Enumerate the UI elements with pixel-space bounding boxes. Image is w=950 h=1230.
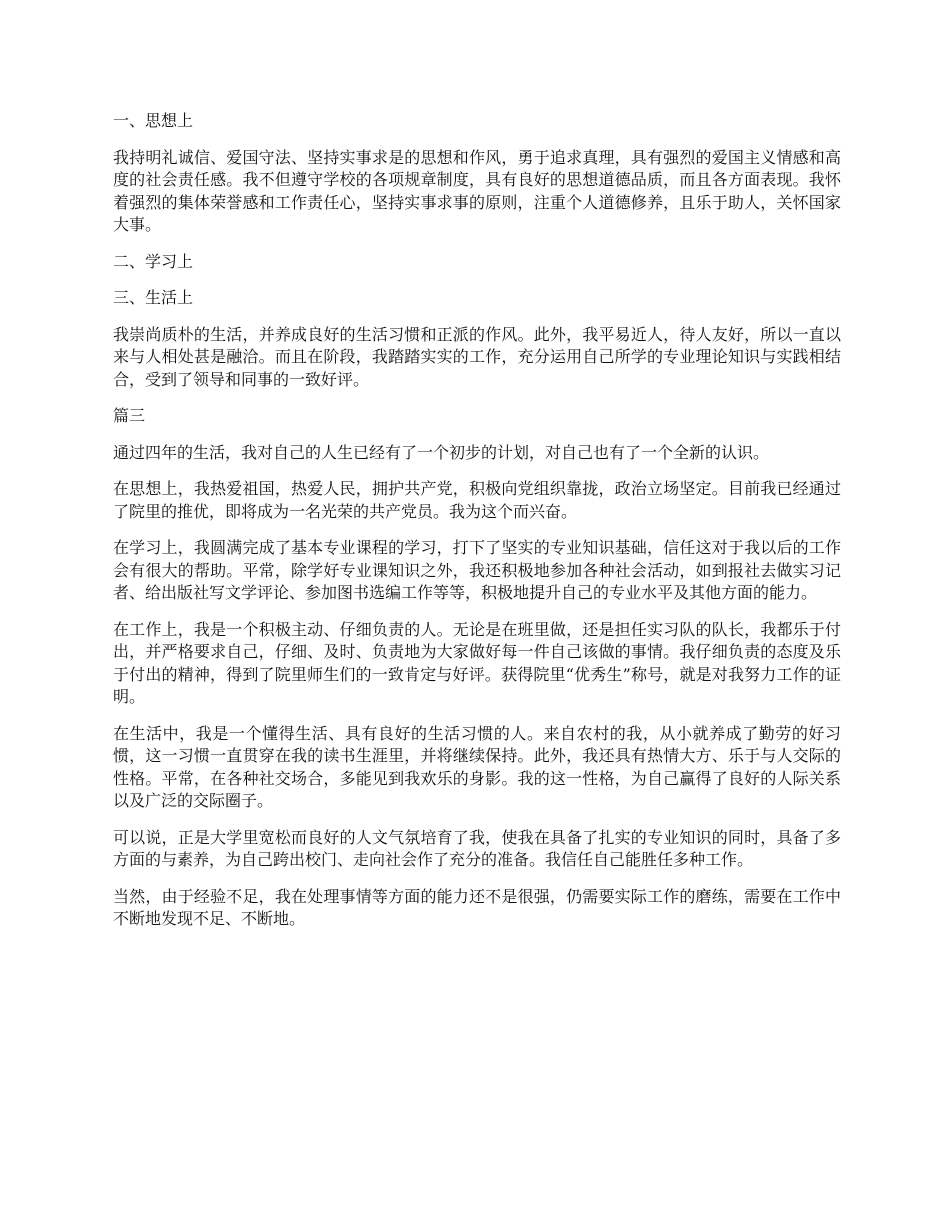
section-heading-life: 三、生活上: [113, 288, 194, 307]
section-heading-thought: 一、思想上: [113, 111, 194, 130]
paragraph-study: 在学习上，我圆满完成了基本专业课程的学习，打下了坚实的专业知识基础，信任这对于我以后的工作会有很大的帮助。平常，除学好专业课知识之外，我还积极地参加各种社会活动，如到报社去做实习记者、给出版社写文学评论、参加图书选编工作等等，积极地提升自己的专业水平及其他方面的能力。: [113, 538, 841, 602]
paragraph-intro: 通过四年的生活，我对自己的人生已经有了一个初步的计划，对自己也有了一个全新的认识。: [113, 442, 770, 462]
paragraph-thought: 我持明礼诚信、爱国守法、坚持实事求是的思想和作风，勇于追求真理，具有强烈的爱国主义情感和高度的社会责任感。我不但遵守学校的各项规章制度，具有良好的思想道德品质，而且各方面表现。我怀着强烈的集体荣誉感和工作责任心，坚持实事求事的原则，注重个人道德修养，且乐于助人，关怀国家大事。: [113, 147, 841, 234]
section-heading-part-three: 篇三: [113, 406, 146, 425]
section-heading-study: 二、学习上: [113, 251, 194, 271]
paragraph-ideology: 在思想上，我热爱祖国，热爱人民，拥护共产党，积极向党组织靠拢，政治立场坚定。目前我已经通过了院里的推优，即将成为一名光荣的共产党员。我为这个而兴奋。: [113, 479, 841, 521]
paragraph-work: 在工作上，我是一个积极主动、仔细负责的人。无论是在班里做，还是担任实习队的队长，我都乐于付出，并严格要求自己，仔细、及时、负责地为大家做好每一件自己该做的事情。我仔细负责的态度及乐于付出的精神，得到了院里师生们的一致肯定与好评。获得院里“优秀生”称号，就是对我努力工作的证明。: [113, 619, 841, 706]
paragraph-daily-life: 在生活中，我是一个懂得生活、具有良好的生活习惯的人。来自农村的我，从小就养成了勤劳的好习惯，这一习惯一直贯穿在我的读书生涯里，并将继续保持。此外，我还具有热情大方、乐于与人交际的性格。平常，在各种社交场合，多能见到我欢乐的身影。我的这一性格，为自己赢得了良好的人际关系以及广泛的交际圈子。: [113, 723, 841, 810]
paragraph-conclusion: 当然，由于经验不足，我在处理事情等方面的能力还不是很强，仍需要实际工作的磨练，需要在工作中不断地发现不足、不断地。: [113, 886, 841, 928]
paragraph-life: 我崇尚质朴的生活，并养成良好的生活习惯和正派的作风。此外，我平易近人，待人友好，所以一直以来与人相处甚是融洽。而且在阶段，我踏踏实实的工作，充分运用自己所学的专业理论知识与实践相结合，受到了领导和同事的一致好评。: [113, 324, 841, 389]
paragraph-summary: 可以说，正是大学里宽松而良好的人文气氛培育了我，使我在具备了扎实的专业知识的同时，具备了多方面的与素养，为自己跨出校门、走向社会作了充分的准备。我信任自己能胜任多种工作。: [113, 827, 841, 869]
document-page: [113, 110, 841, 945]
